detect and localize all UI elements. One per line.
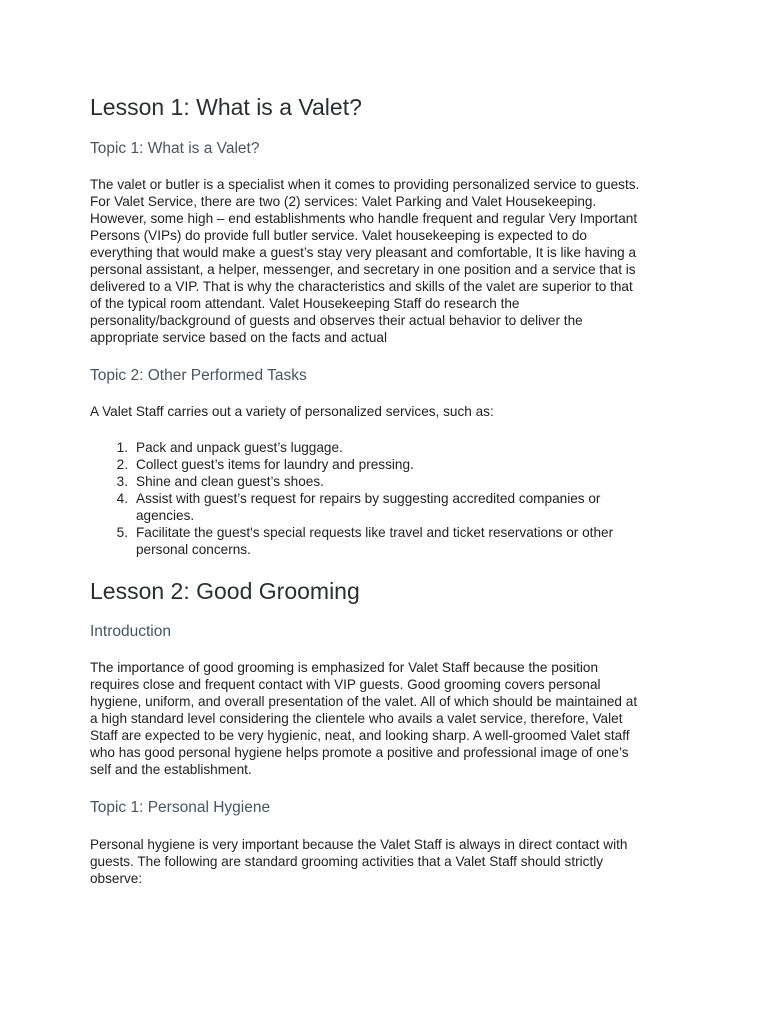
paragraph-line: a high standard level considering the clientele who avails a valet service, therefore, Valet <box>90 711 623 726</box>
list-item-text: Assist with guest’s request for repairs by suggesting accredited companies or <box>136 491 601 506</box>
list-item-number: 3. <box>116 474 128 489</box>
paragraph-line: Persons (VIPs) do provide full butler service. Valet housekeeping is expected to do <box>90 228 587 243</box>
paragraph-line: self and the establishment. <box>90 762 252 777</box>
paragraph-line: appropriate service based on the facts and actual <box>90 330 387 345</box>
list-item-text: Facilitate the guest's special requests like travel and ticket reservations or other <box>136 525 614 540</box>
list-item-number: 5. <box>116 525 128 540</box>
paragraph-line: requires close and frequent contact with VIP guests. Good grooming covers personal <box>90 677 601 692</box>
paragraph-line: Staff are expected to be very hygienic, neat, and looking sharp. A well-groomed Valet staff <box>90 728 630 743</box>
lesson-1-topic-2-heading: Topic 2: Other Performed Tasks <box>90 367 307 384</box>
lesson-2-title: Lesson 2: Good Grooming <box>90 578 360 604</box>
paragraph-line: who has good personal hygiene helps promote a positive and professional image of one’s <box>90 745 629 760</box>
lesson-2-introduction-heading: Introduction <box>90 623 171 640</box>
paragraph-line: hygiene, uniform, and overall presentation of the valet. All of which should be maintained at <box>90 694 638 709</box>
paragraph-line: Personal hygiene is very important because the Valet Staff is always in direct contact with <box>90 837 628 852</box>
list-item-number: 2. <box>116 457 128 472</box>
paragraph-line: The valet or butler is a specialist when it comes to providing personalized service to guests. <box>90 177 640 192</box>
list-item-number: 4. <box>116 491 128 506</box>
paragraph-line: delivered to a VIP. That is why the characteristics and skills of the valet are superior to that <box>90 279 633 294</box>
paragraph-line: everything that would make a guest’s stay very pleasant and comfortable, It is like having a <box>90 245 637 260</box>
lesson-1-topic-2-intro: A Valet Staff carries out a variety of personalized services, such as: <box>90 404 494 419</box>
list-item-text: Collect guest’s items for laundry and pressing. <box>136 457 414 472</box>
paragraph-line: personality/background of guests and observes their actual behavior to deliver the <box>90 313 583 328</box>
paragraph-line: of the typical room attendant. Valet Housekeeping Staff do research the <box>90 296 520 311</box>
paragraph-line: personal assistant, a helper, messenger, and secretary in one position and a service that is <box>90 262 636 277</box>
paragraph-line: For Valet Service, there are two (2) services: Valet Parking and Valet Housekeeping. <box>90 194 597 209</box>
list-item-text: personal concerns. <box>136 542 251 557</box>
list-item-text: Shine and clean guest’s shoes. <box>136 474 324 489</box>
paragraph-line: guests. The following are standard grooming activities that a Valet Staff should strictly <box>90 854 604 869</box>
paragraph-line: However, some high – end establishments who handle frequent and regular Very Important <box>90 211 638 226</box>
list-item-text: Pack and unpack guest’s luggage. <box>136 440 343 455</box>
lesson-1-topic-1-heading: Topic 1: What is a Valet? <box>90 140 260 157</box>
paragraph-line: observe: <box>90 871 143 886</box>
list-item-number: 1. <box>116 440 128 455</box>
paragraph-line: The importance of good grooming is emphasized for Valet Staff because the position <box>90 660 599 675</box>
lesson-2-topic-1-heading: Topic 1: Personal Hygiene <box>90 799 271 816</box>
lesson-1-title: Lesson 1: What is a Valet? <box>90 94 362 120</box>
list-item-text: agencies. <box>136 508 195 523</box>
